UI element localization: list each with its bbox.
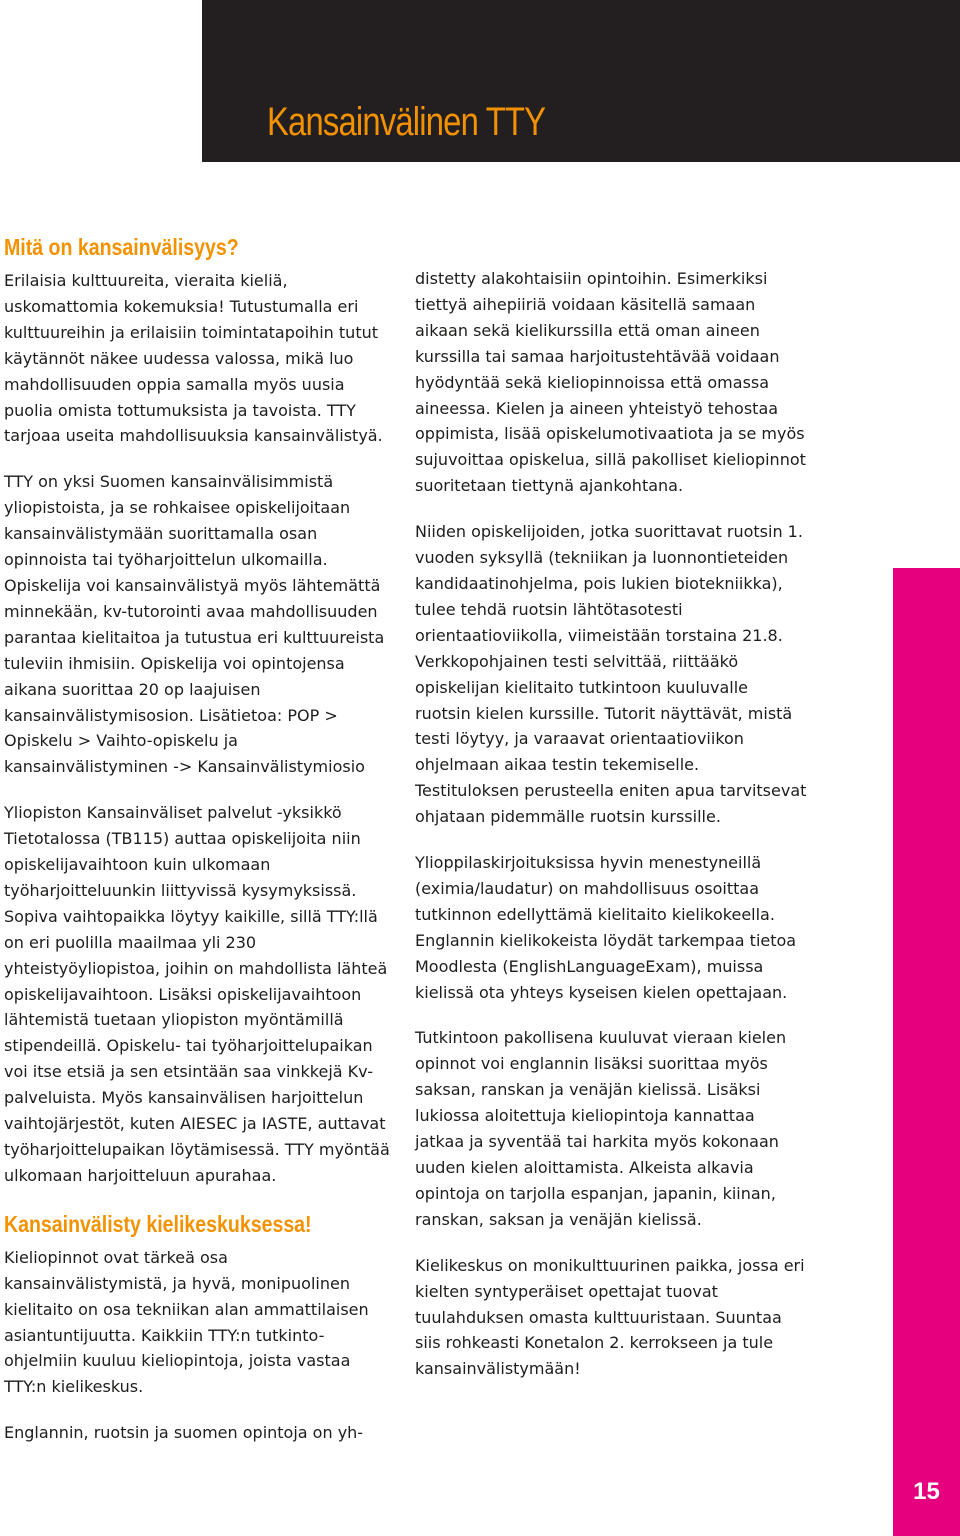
right-column: [415, 266, 807, 1402]
paragraph: distetty alakohtaisiin opintoihin. Esimerkiksi tiettyä aihepiiriä voidaan käsitellä samaan aikaan sekä kielikurssilla että oman aineen kurssilla tai samaa harjoitustehtävää voidaan hyödyntää sekä kieliopinnoissa että omassa aineessa. Kielen ja aineen yhteistyö tehostaa oppimista, lisää opiskelumotivaatiota ja se myös sujuvoittaa opiskelua, sillä pakolliset kieliopinnot suoritetaan tiettynä ajankohtana.: [415, 269, 806, 496]
header-white-gap: [0, 0, 202, 162]
page-title: Kansainvälinen TTY: [267, 100, 546, 144]
paragraph: Erilaisia kulttuureita, vieraita kieliä, uskomattomia kokemuksia! Tutustumalla eri kulttuureihin ja erilaisiin toimintatapoihin tutut käytännöt näkee uudessa valossa, mikä luo mahdollisuuden oppia samalla myös uusia puolia omista tottumuksista ja tavoista. TTY tarjoaa useita mahdollisuuksia kansainvälistyä.: [4, 271, 383, 446]
page-number: 15: [913, 1478, 940, 1505]
paragraph: Kieliopinnot ovat tärkeä osa kansainvälistymistä, ja hyvä, monipuolinen kielitaito on osa tekniikan alan ammattilaisen asiantuntijuutta. Kaikkiin TTY:n tutkinto-ohjelmiin kuuluu kieliopintoja, joista vastaa TTY:n kielikeskus.: [4, 1247, 369, 1397]
paragraph: Tutkintoon pakollisena kuuluvat vieraan kielen opinnot voi englannin lisäksi suorittaa myös saksan, ranskan ja venäjän kielissä. Lisäksi lukiossa aloitettuja kieliopintoja kannattaa jatkaa ja syventää tai harkita myös kokonaan uuden kielen aloittamista. Alkeista alkavia opintoja on tarjolla espanjan, japanin, kiinan, ranskan, saksan ja venäjän kielissä.: [415, 1028, 787, 1229]
paragraph: Yliopiston Kansainväliset palvelut -yksikkö Tietotalossa (TB115) auttaa opiskelijoita niin opiskelijavaihtoon kuin ulkomaan työharjoitteluunkin liittyvissä kysymyksissä. Sopiva vaihtopaikka löytyy kaikille, sillä TTY:llä on eri puolilla maailmaa yli 230 yhteistyöyliopistoa, joihin on mahdollista lähteä opiskelijavaihtoon. Lisäksi opiskelijavaihtoon lähtemistä tuetaan yliopiston myöntämillä stipendeillä. Opiskelu- tai työharjoittelupaikan voi itse etsiä ja sen etsintään saa vinkkejä Kv-palveluista. Myös kansainvälisen harjoittelun vaihtojärjestöt, kuten AIESEC ja IASTE, auttavat työharjoittelupaikan löytämisessä. TTY myöntää ulkomaan harjoitteluun apurahaa.: [4, 803, 390, 1185]
accent-bar: [893, 568, 960, 1536]
paragraph: TTY on yksi Suomen kansainvälisimmistä yliopistoista, ja se rohkaisee opiskelijoitaan kansainvälistymään suorittamalla osan opinnoista tai työharjoittelun ulkomailla. Opiskelija voi kansainvälistyä myös lähtemättä minnekään, kv-tutorointi avaa mahdollisuuden parantaa kielitaitoa ja tutustua eri kulttuureista tuleviin ihmisiin. Opiskelija voi opintojensa aikana suorittaa 20 op laajuisen kansainvälistymisosion. Lisätietoa: POP > Opiskelu > Vaihto-opiskelu ja kansainvälistyminen -> Kansainvälistymiosio: [4, 472, 385, 777]
section-heading-internationality: Mitä on kansainvälisyys?: [4, 234, 239, 260]
paragraph: Kielikeskus on monikulttuurinen paikka, jossa eri kielten syntyperäiset opettajat tuovat tuulahduksen omasta kulttuuristaan. Suuntaa siis rohkeasti Konetalon 2. kerrokseen ja tule kansainvälistymään!: [415, 1255, 805, 1379]
paragraph: Ylioppilaskirjoituksissa hyvin menestyneillä (eximia/laudatur) on mahdollisuus osoittaa tutkinnon edellyttämä kielitaito kielikokeella. Englannin kielikokeista löydät tarkempaa tietoa Moodlesta (EnglishLanguageExam), muissa kielissä ota yhteys kyseisen kielen opettajaan.: [415, 853, 797, 1002]
section-heading-language-centre: Kansainvälisty kielikeskuksessa!: [4, 1210, 312, 1237]
paragraph: Englannin, ruotsin ja suomen opintoja on yh-: [4, 1423, 364, 1443]
paragraph: Niiden opiskelijoiden, jotka suorittavat ruotsin 1. vuoden syksyllä (tekniikan ja luonnontieteiden kandidaatinohjelma, pois lukien biotekniikka), tulee tehdä ruotsin lähtötasotesti orientaatioviikolla, viimeistään torstaina 21.8. Verkkopohjainen testi selvittää, riittääkö opiskelijan kielitaito tutkintoon kuuluvalle ruotsin kielen kurssille. Tutorit näyttävät, mistä testi löytyy, ja varaavat orientaatioviikon ohjelmaan aikaa testin tekemiselle. Testituloksen perusteella eniten apua tarvitsevat ohjataan pidemmälle ruotsin kurssille.: [415, 522, 807, 827]
left-column: [4, 232, 394, 1466]
